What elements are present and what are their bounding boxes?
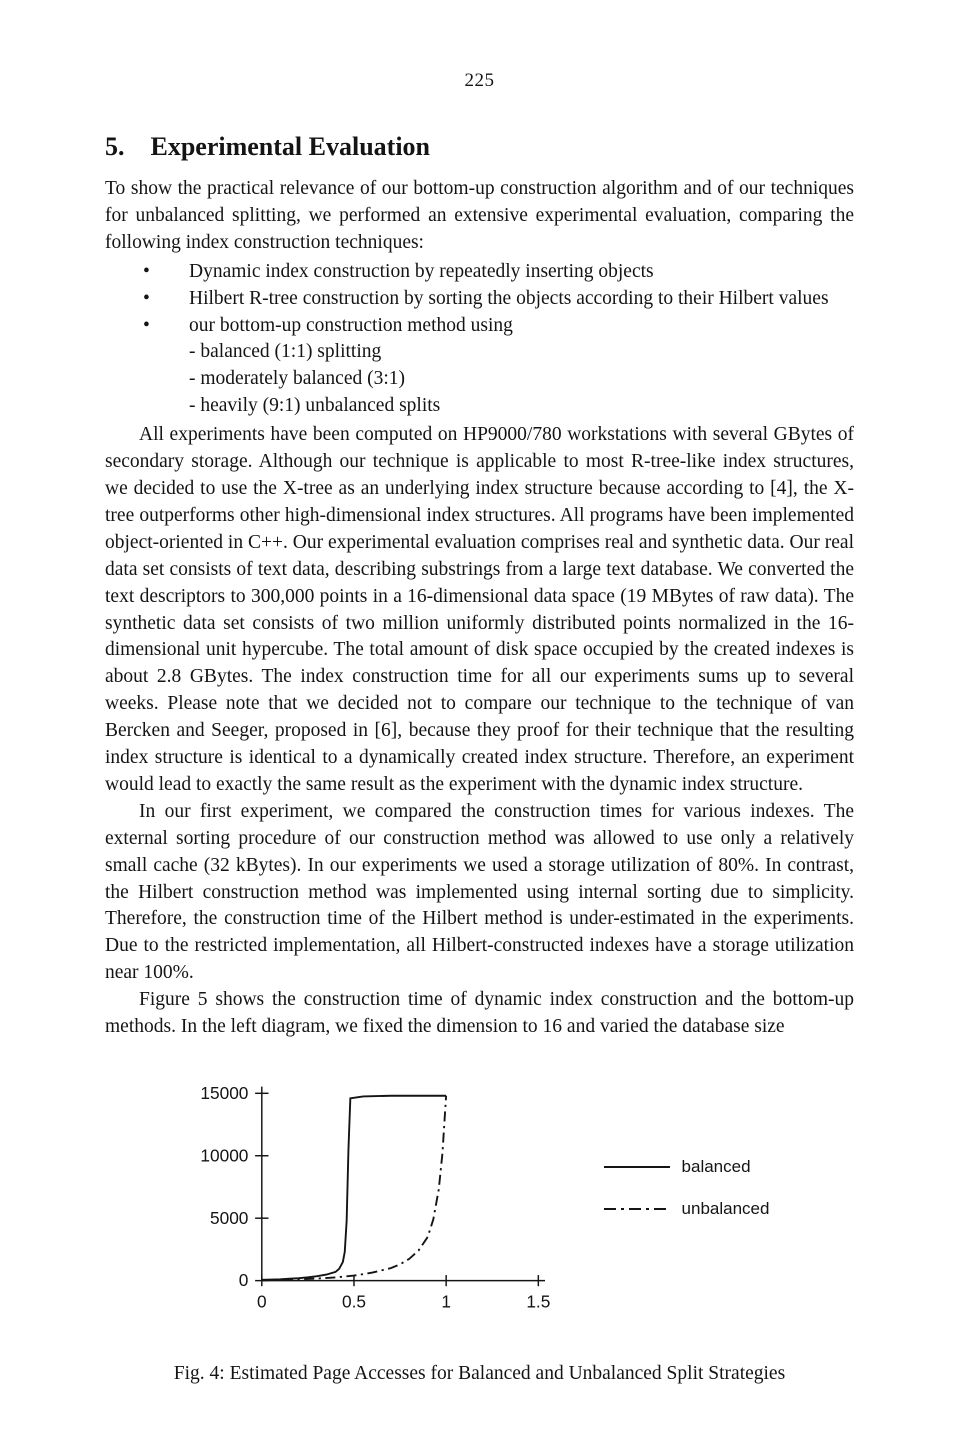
legend-label: balanced [681, 1157, 751, 1176]
sub-item: - moderately balanced (3:1) [189, 368, 406, 390]
legend-item-unbalanced [604, 1199, 770, 1219]
chart-svg [190, 1071, 570, 1323]
bullet-text: our bottom-up construction method using [189, 314, 513, 336]
dashdot-line-icon [604, 1208, 670, 1210]
svg-text:1: 1 [440, 1291, 451, 1312]
svg-text:0.5: 0.5 [341, 1291, 366, 1312]
list-item [105, 313, 854, 340]
legend-item-balanced [604, 1157, 770, 1177]
solid-line-icon [604, 1166, 670, 1168]
section-heading [105, 132, 854, 162]
sub-item: - heavily (9:1) unbalanced splits [189, 395, 441, 417]
svg-text:0: 0 [238, 1270, 248, 1291]
bullet-icon: • [143, 287, 150, 309]
experiments-paragraph: All experiments have been computed on HP9000/780 workstations with several GBytes of secondary storage. Although our technique is applicable to most R-tree-like index structures, we decided to use the X-tree as an underlying index structure because according to [4], the X-tree outperforms other high-dimensional index structures. All programs have been implemented object-oriented in C++. Our experimental evaluation comprises real and synthetic data. Our real data set consists of text data, describing substrings from a large text database. We converted the text descriptors to 300,000 points in a 16-dimensional data space (19 MBytes of raw data). The synthetic data set consists of two million uniformly distributed points normalized in the 16-dimensional unit hypercube. The total amount of disk space occupied by the created indexes is about 2.8 GBytes. The index construction time for all our experiments sums up to several weeks. Please note that we decided not to compare our technique to the technique of van Bercken and Seeger, proposed in [6], because they proof for their technique that the resulting index structure is identical to a dynamically created index structure. Therefore, an experiment would lead to exactly the same result as the experiment with the dynamic index structure. [105, 424, 854, 795]
bullet-text: Hilbert R-tree construction by sorting the objects according to their Hilbert values [189, 287, 829, 309]
svg-text:1.5: 1.5 [525, 1291, 550, 1312]
figure5-paragraph: Figure 5 shows the construction time of dynamic index construction and the bottom-up methods. In the left diagram, we fixed the dimension to 16 and varied the database size [105, 989, 854, 1038]
list-item [105, 259, 854, 286]
page-number: 225 [464, 70, 495, 91]
sub-item: - balanced (1:1) splitting [189, 341, 382, 363]
svg-text:0: 0 [256, 1291, 267, 1312]
intro-paragraph: To show the practical relevance of our bottom-up construction algorithm and of our techniques for unbalanced splitting, we performed an extensive experimental evaluation, comparing the following index construction techniques: [105, 178, 854, 253]
section-title: Experimental Evaluation [150, 132, 431, 161]
bullet-icon: • [143, 314, 150, 336]
svg-text:5000: 5000 [209, 1207, 248, 1228]
bullet-list [105, 259, 854, 420]
line-chart [190, 1071, 570, 1323]
svg-text:10000: 10000 [199, 1145, 248, 1166]
chart-legend [604, 1157, 770, 1219]
bullet-text: Dynamic index construction by repeatedly inserting objects [189, 260, 654, 282]
svg-text:15000: 15000 [199, 1082, 248, 1103]
figure-4 [105, 1071, 854, 1323]
figure-caption: Fig. 4: Estimated Page Accesses for Balanced and Unbalanced Split Strategies [173, 1363, 786, 1384]
sub-item-list [105, 339, 854, 420]
bullet-icon: • [143, 260, 150, 282]
list-item [105, 286, 854, 313]
first-experiment-paragraph: In our first experiment, we compared the construction times for various indexes. The external sorting procedure of our construction method was allowed to use only a relatively small cache (32 kBytes). In our experiments we used a storage utilization of 80%. In contrast, the Hilbert construction method was implemented using internal sorting due to simplicity. Therefore, the construction time of the Hilbert method is under-estimated in the experiments. Due to the restricted implementation, all Hilbert-constructed indexes have a storage utilization near 100%. [105, 800, 854, 984]
section-number: 5. [105, 132, 125, 161]
legend-label: unbalanced [681, 1199, 770, 1218]
